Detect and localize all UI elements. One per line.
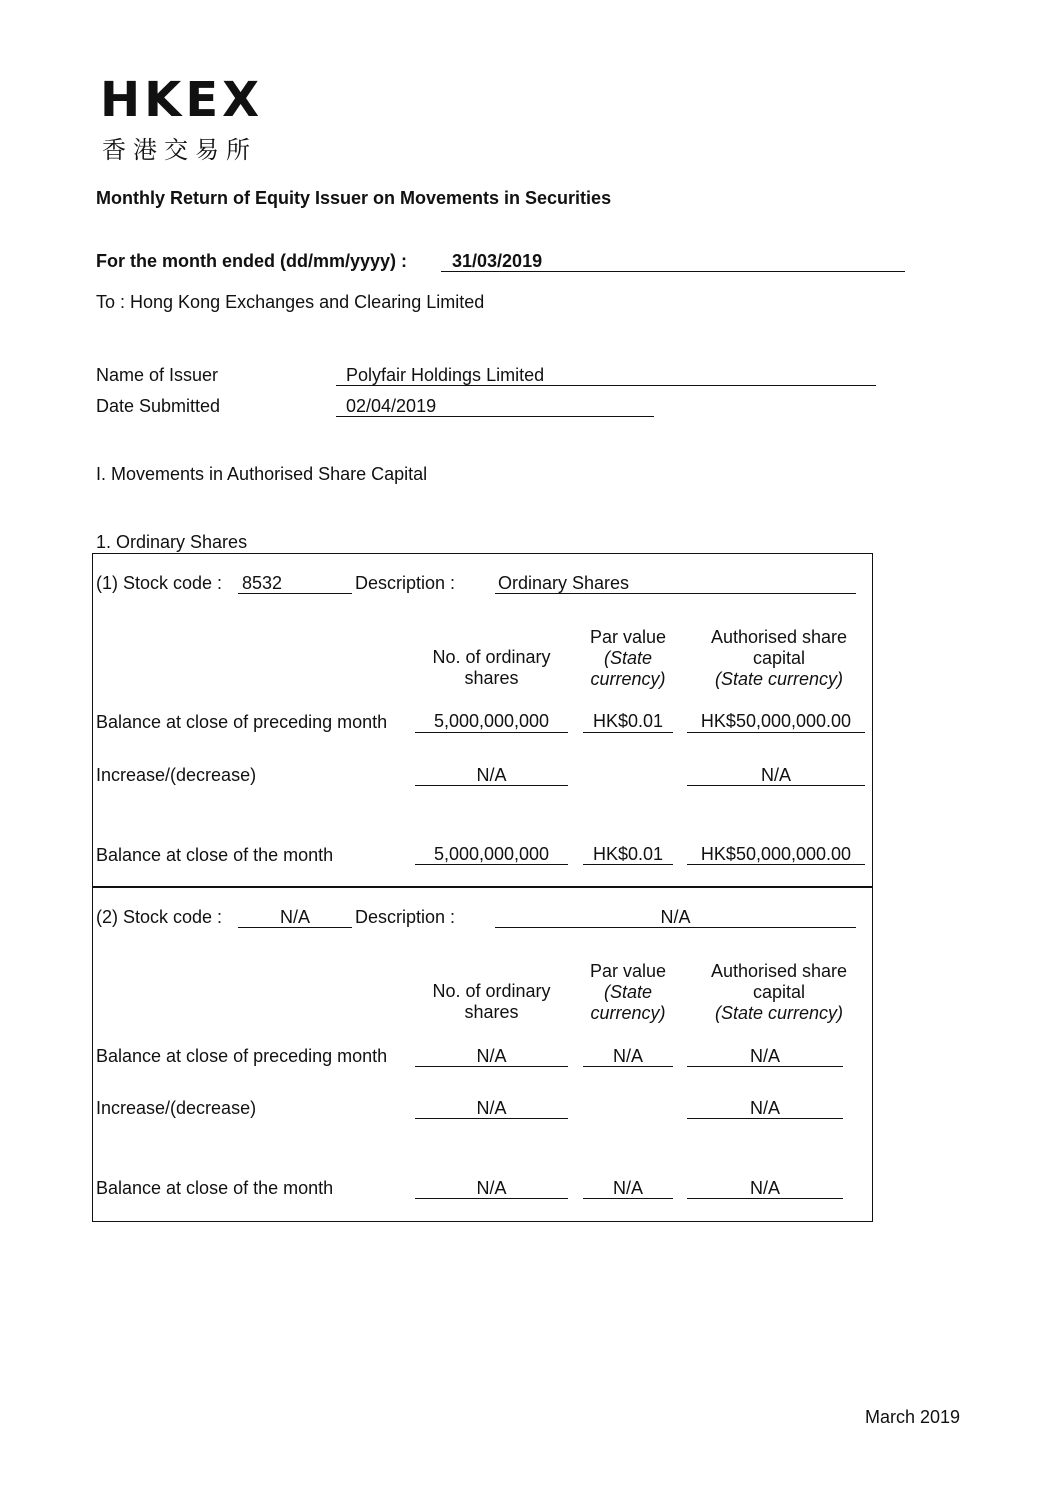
column-header-shares: No. of ordinary shares	[432, 647, 551, 688]
underline	[687, 1198, 843, 1199]
preceding-par: N/A	[612, 1046, 643, 1066]
stock-code-value: N/A	[279, 907, 310, 927]
underline	[687, 732, 865, 733]
column-header-capital: Authorised share capital (State currency)	[710, 961, 848, 1023]
column-header-capital: Authorised share capital (State currency)	[710, 627, 848, 689]
footer-date: March 2019	[865, 1407, 961, 1427]
underline	[583, 1198, 673, 1199]
close-par: N/A	[612, 1178, 643, 1198]
month-ended-label: For the month ended (dd/mm/yyyy) :	[96, 251, 408, 271]
underline	[415, 732, 568, 733]
underline	[583, 732, 673, 733]
month-ended-underline	[441, 271, 905, 272]
issuer-name-label: Name of Issuer	[96, 365, 219, 385]
month-ended-value: 31/03/2019	[452, 251, 543, 271]
underline	[415, 1066, 568, 1067]
close-shares: N/A	[476, 1178, 507, 1198]
preceding-par: HK$0.01	[592, 711, 664, 731]
issuer-name-value: Polyfair Holdings Limited	[346, 365, 545, 385]
hkex-logo-chinese: 香港交易所	[102, 136, 257, 164]
addressee: To : Hong Kong Exchanges and Clearing Limited	[96, 292, 485, 312]
hkex-logo: HKEX	[100, 72, 264, 128]
close-capital: HK$50,000,000.00	[700, 844, 852, 864]
preceding-capital: N/A	[749, 1046, 780, 1066]
underline	[415, 1118, 568, 1119]
row-label-preceding: Balance at close of preceding month	[96, 1046, 388, 1066]
issuer-name-underline	[336, 385, 876, 386]
stock-code-label: (2) Stock code :	[96, 907, 223, 927]
change-capital: N/A	[760, 765, 791, 785]
row-label-close: Balance at close of the month	[96, 845, 334, 865]
row-label-change: Increase/(decrease)	[96, 765, 257, 785]
close-par: HK$0.01	[592, 844, 664, 864]
close-capital: N/A	[749, 1178, 780, 1198]
stock-code-underline	[238, 593, 352, 594]
section-heading: I. Movements in Authorised Share Capital	[96, 464, 428, 484]
underline	[583, 864, 673, 865]
underline	[687, 1066, 843, 1067]
underline	[687, 785, 865, 786]
row-label-close: Balance at close of the month	[96, 1178, 334, 1198]
description-underline	[495, 927, 856, 928]
date-submitted-value: 02/04/2019	[346, 396, 437, 416]
date-submitted-underline	[336, 416, 654, 417]
underline	[415, 785, 568, 786]
preceding-capital: HK$50,000,000.00	[700, 711, 852, 731]
underline	[583, 1066, 673, 1067]
description-value: Ordinary Shares	[498, 573, 630, 593]
underline	[687, 864, 865, 865]
date-submitted-label: Date Submitted	[96, 396, 221, 416]
row-label-preceding: Balance at close of preceding month	[96, 712, 388, 732]
change-shares: N/A	[476, 765, 507, 785]
preceding-shares: 5,000,000,000	[433, 711, 550, 731]
stock-code-underline	[238, 927, 352, 928]
column-header-shares: No. of ordinary shares	[432, 981, 551, 1022]
description-label: Description :	[355, 907, 456, 927]
underline	[687, 1118, 843, 1119]
underline	[415, 864, 568, 865]
row-label-change: Increase/(decrease)	[96, 1098, 257, 1118]
close-shares: 5,000,000,000	[433, 844, 550, 864]
underline	[415, 1198, 568, 1199]
description-label: Description :	[355, 573, 456, 593]
column-header-par-value: Par value (State currency)	[589, 627, 667, 689]
preceding-shares: N/A	[476, 1046, 507, 1066]
stock-code-label: (1) Stock code :	[96, 573, 223, 593]
change-capital: N/A	[749, 1098, 780, 1118]
change-shares: N/A	[476, 1098, 507, 1118]
stock-code-value: 8532	[242, 573, 283, 593]
column-header-par-value: Par value (State currency)	[589, 961, 667, 1023]
description-underline	[495, 593, 856, 594]
subsection-heading: 1. Ordinary Shares	[96, 532, 248, 552]
description-value: N/A	[660, 907, 691, 927]
document-title: Monthly Return of Equity Issuer on Movements in Securities	[96, 188, 612, 208]
